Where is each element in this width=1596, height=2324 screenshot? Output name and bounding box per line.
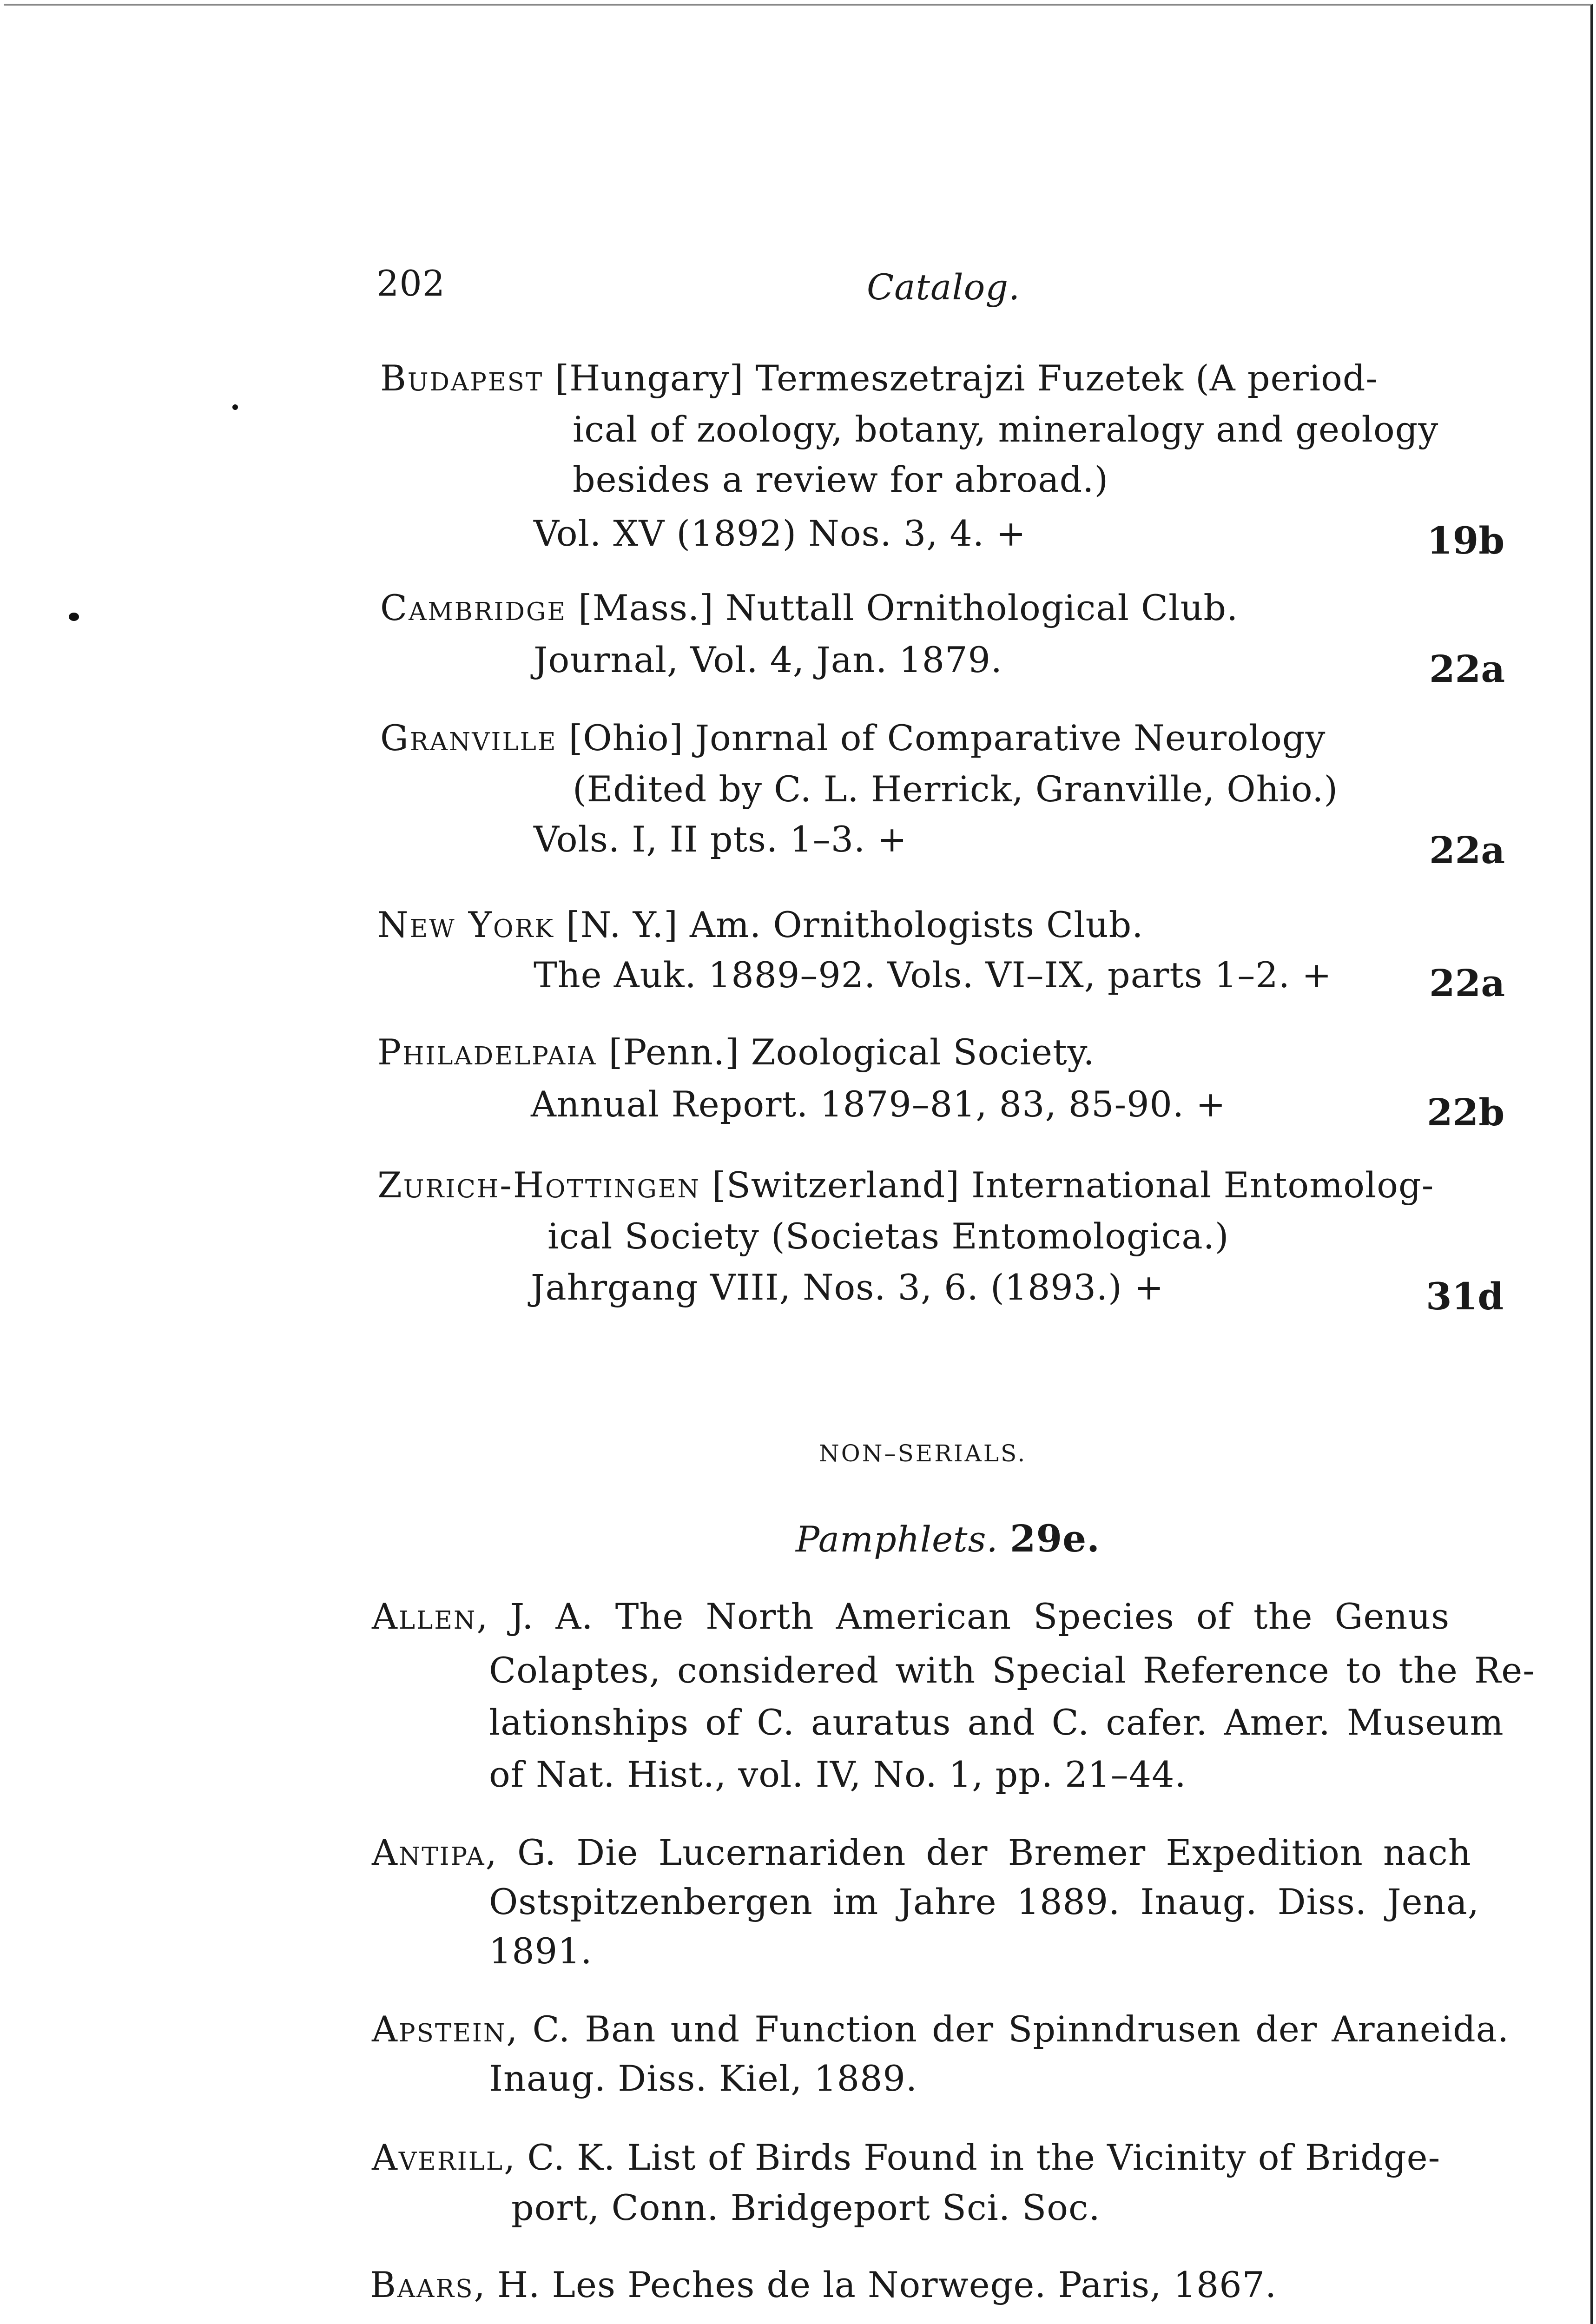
pamphlet-continuation: Colaptes, considered with Special Reference to the Re- (489, 1650, 1535, 1691)
pamphlets-heading (796, 1517, 1100, 1560)
pamphlet-continuation: of Nat. Hist., vol. IV, No. 1, pp. 21–44. (489, 1754, 1187, 1795)
serial-entry-line1 (377, 904, 1144, 945)
serial-entry-line1 (377, 1164, 1434, 1206)
serial-holdings: Vols. I, II pts. 1–3. + (534, 819, 908, 860)
pamphlets-code: 29e. (1009, 1517, 1100, 1560)
section-heading-non-serials: NON–SERIALS. (819, 1440, 1027, 1467)
pamphlet-title: , J. A. The North American Species of the Genus (476, 1596, 1450, 1637)
pamphlet-line1 (372, 2137, 1441, 2178)
scan-speck (232, 404, 238, 410)
serial-title: [Hungary] Termeszetrajzi Fuzetek (A period- (543, 357, 1378, 399)
shelf-code: 22a (1429, 828, 1505, 872)
serial-city: Zurich-Hottingen (377, 1164, 700, 1206)
pamphlet-line1 (370, 2264, 1277, 2305)
pamphlet-line1 (372, 1596, 1450, 1637)
pamphlet-continuation: 1891. (489, 1930, 593, 1972)
serial-city: Philadelpaia (377, 1031, 597, 1073)
serial-continuation: besides a review for abroad.) (573, 459, 1109, 500)
serial-holdings: Vol. XV (1892) Nos. 3, 4. + (534, 513, 1026, 554)
shelf-code: 31d (1426, 1274, 1504, 1318)
serial-title: [Penn.] Zoological Society. (597, 1031, 1095, 1073)
pamphlet-title: , C. K. List of Birds Found in the Vicinity of Bridge- (504, 2137, 1441, 2178)
pamphlet-continuation: Ostspitzenbergen im Jahre 1889. Inaug. Diss. Jena, (489, 1881, 1480, 1922)
serial-city: New York (377, 904, 554, 945)
serial-title: [Switzerland] International Entomolog- (700, 1164, 1434, 1206)
shelf-code: 22b (1427, 1090, 1505, 1134)
pamphlets-label: Pamphlets. (796, 1519, 998, 1560)
page-number: 202 (376, 263, 446, 304)
serial-holdings: Journal, Vol. 4, Jan. 1879. (534, 639, 1002, 680)
page-frame (4, 4, 1593, 2324)
shelf-code: 22a (1429, 647, 1505, 691)
serial-entry-line1 (380, 717, 1326, 759)
pamphlet-author: Antipa (372, 1832, 486, 1873)
pamphlet-author: Baars (370, 2264, 474, 2305)
serial-city: Cambridge (380, 587, 567, 628)
serial-title: [Ohio] Jonrnal of Comparative Neurology (557, 717, 1326, 759)
running-title: Catalog. (867, 266, 1021, 308)
pamphlet-author: Apstein (372, 2008, 507, 2050)
pamphlet-title: , H. Les Peches de la Norwege. Paris, 1867. (474, 2264, 1277, 2305)
pamphlet-author: Averill (372, 2137, 504, 2178)
serial-city: Granville (380, 717, 557, 759)
serial-city: Budapest (380, 357, 544, 399)
pamphlet-line1 (372, 2008, 1510, 2050)
pamphlet-author: Allen (372, 1596, 477, 1637)
serial-continuation: (Edited by C. L. Herrick, Granville, Ohio.) (573, 768, 1339, 810)
pamphlet-line1 (372, 1832, 1471, 1873)
serial-title: [Mass.] Nuttall Ornithological Club. (567, 587, 1239, 628)
serial-holdings: Annual Report. 1879–81, 83, 85-90. + (531, 1083, 1226, 1125)
scan-speck (69, 613, 79, 621)
pamphlet-title: , C. Ban und Function der Spinndrusen der Araneida. (506, 2008, 1510, 2050)
serial-title: [N. Y.] Am. Ornithologists Club. (554, 904, 1144, 945)
shelf-code: 22a (1429, 961, 1505, 1005)
serial-entry-line1 (380, 357, 1378, 399)
serial-continuation: ical Society (Societas Entomologica.) (547, 1215, 1229, 1257)
pamphlet-continuation: Inaug. Diss. Kiel, 1889. (489, 2058, 918, 2099)
serial-entry-line1 (380, 587, 1239, 628)
pamphlet-title: , G. Die Lucernariden der Bremer Expedition nach (485, 1832, 1471, 1873)
shelf-code: 19b (1427, 519, 1505, 562)
serial-continuation: ical of zoology, botany, mineralogy and geology (573, 409, 1439, 450)
serial-holdings: Jahrgang VIII, Nos. 3, 6. (1893.) + (531, 1267, 1164, 1308)
pamphlet-continuation: lationships of C. auratus and C. cafer. Amer. Museum (489, 1702, 1504, 1743)
serial-holdings: The Auk. 1889–92. Vols. VI–IX, parts 1–2. + (534, 954, 1332, 996)
serial-entry-line1 (377, 1031, 1095, 1073)
pamphlet-continuation: port, Conn. Bridgeport Sci. Soc. (511, 2187, 1101, 2228)
